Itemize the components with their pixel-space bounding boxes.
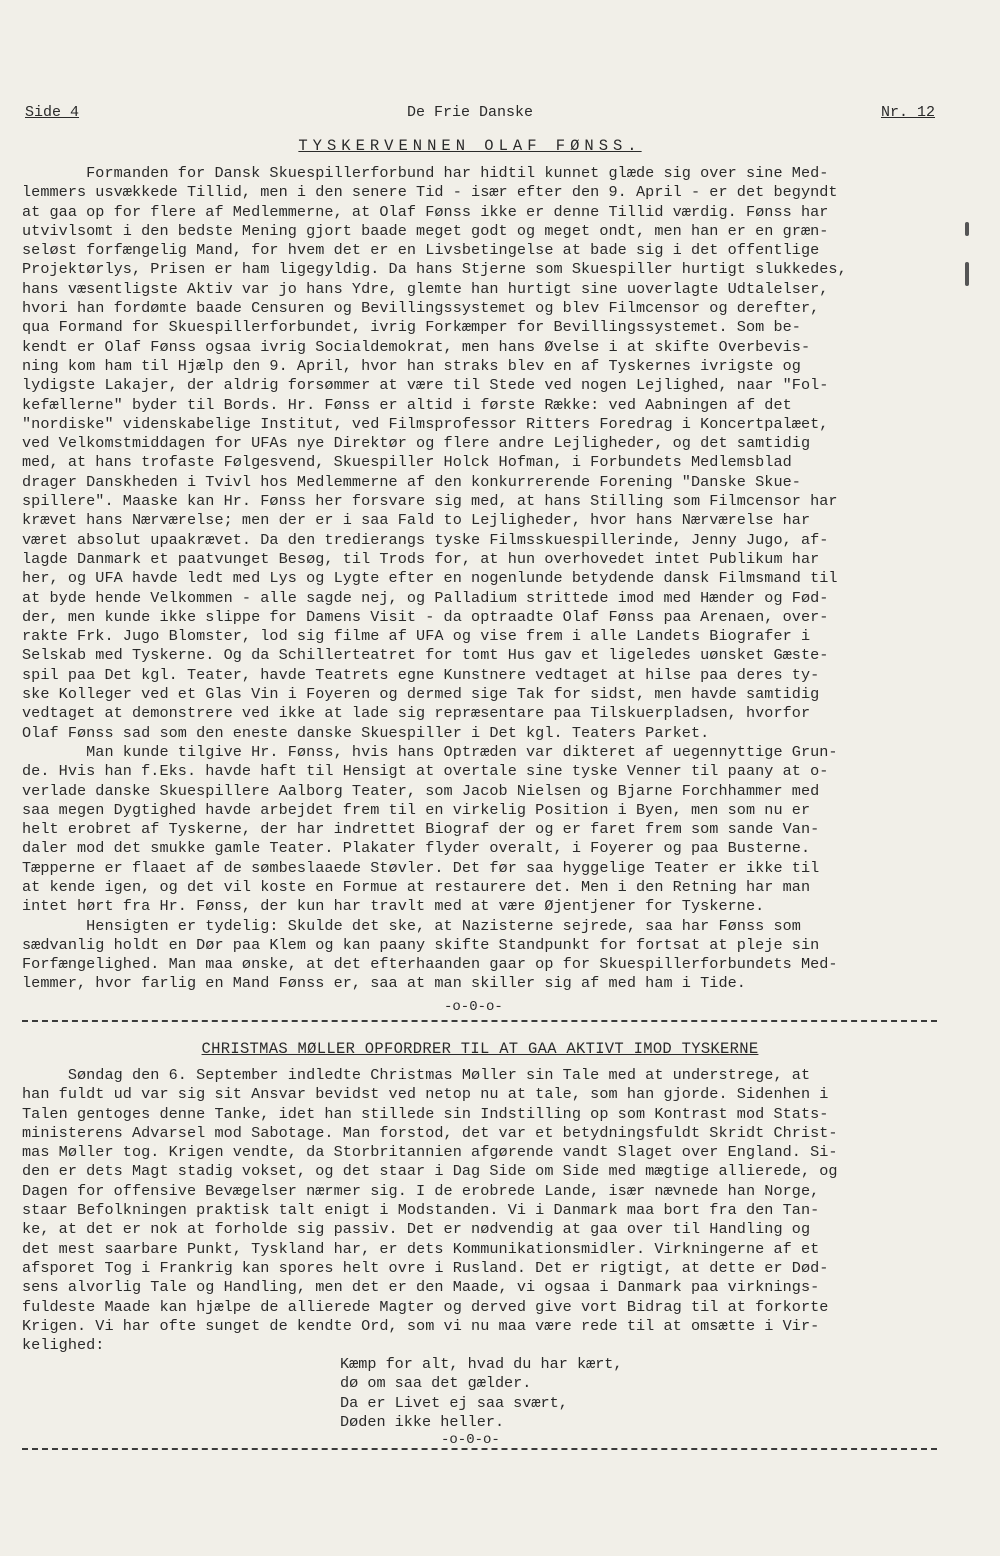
article-2-body: Søndag den 6. September indledte Christmas Møller sin Tale med at understrege, at han fuldt ud var sig sit Ansvar bevidst ved netop nu at tale, som han gjorde. Sidenhen i Talen gentoges denne Tanke, idet han stillede sin Indstilling op som Kontrast mod Stats- ministerens Advarsel mod Sabotage. Man forstod, det var et betydningsfuldt Skridt Christ- mas Møller tog. Krigen vendte, da Storbritannien afgørende vandt Slaget over England. Si- den er dets Magt stadig vokset, og det staar i Dag Side om Side med mægtige allierede, og Dagen for offensive Bevægelser nærmer sig. I de erobrede Lande, især nævnede han Norge, staar Befolkningen praktisk talt enigt i Modstanden. Vi i Danmark maa bort fra den Tan- ke, at det er nok at forholde sig passiv. Det er nødvendig at gaa over til Handling og det mest saarbare Punkt, Tyskland har, er dets Kommunikationsmidler. Virkningerne af et afsporet Tog i Frankrig kan spores helt ovre i Rusland. Det er rigtigt, at dette er Død- sens alvorlig Tale og Handling, men det er den Maade, vi ogsaa i Danmark paa virknings- fuldeste Maade kan hjælpe de allierede Magter og derved give vort Bidrag til at forkorte Krigen. Vi har ofte sunget de kendte Ord, som vi nu maa være rede til at omsætte i Vir- kelighed: (22, 1066, 838, 1355)
page-header (25, 104, 935, 128)
issue-number: Nr. 12 (880, 104, 935, 121)
article-2-poem: Kæmp for alt, hvad du har kært, dø om saa det gælder. Da er Livet ej saa svært, Døden ikke heller. (340, 1355, 623, 1431)
margin-marks (962, 222, 974, 292)
publication-name: De Frie Danske (407, 104, 534, 121)
article-2-title: CHRISTMAS MØLLER OPFORDRER TIL AT GAA AKTIVT IMOD TYSKERNE (201, 1040, 759, 1058)
article-1-end-mark: -o-0-o- (444, 999, 503, 1015)
article-1-title: TYSKERVENNEN OLAF FØNSS. (298, 137, 642, 155)
article-1-body: Formanden for Dansk Skuespillerforbund har hidtil kunnet glæde sig over sine Med- lemmers usvækkede Tillid, men i den senere Tid - især efter den 9. April - er det begyndt at gaa op for flere af Medlemmerne, at Olaf Fønss ikke er denne Tillid værdig. Fønss har utvivlsomt i den bedste Mening gjort baade meget godt og meget ondt, men han er en græn- seløst forfængelig Mand, for hvem det er en Livsbetingelse at bade sig i det offentlige Projektørlys, Prisen er ham ligegyldig. Da hans Stjerne som Skuespiller hurtigt slukkedes, hans væsentligste Aktiv var jo hans Ydre, glemte han hurtigt sine uoverlagte Udtalelser, hvori han fordømte baade Censuren og Bevillingssystemet og blev Filmcensor og derefter, qua Formand for Skuespillerforbundet, ivrig Forkæmper for Bevillingssystemet. Som be- kendt er Olaf Fønss ogsaa ivrig Socialdemokrat, men hans Øvelse i at skifte Overbevis- ning kom ham til Hjælp den 9. April, hvor han straks blev en af Tyskernes ivrigste og lydigste Lakajer, der aldrig forsømmer at være til Stede ved nogen Lejlighed, naar "Fol- kefællerne" byder til Bords. Hr. Fønss er altid i første Række: ved Aabningen af det "nordiske" videnskabelige Institut, ved Filmsprofessor Ritters Foredrag i Koncertpalæet, ved Velkomstmiddagen for UFAs nye Direktør og flere andre Lejligheder, og det samtidig med, at hans trofaste Følgesvend, Skuespiller Holck Hofman, i Forbundets Medlemsblad drager Danskheden i Tvivl hos Medlemmerne af den konkurrerende Forening "Danske Skue- spillere". Maaske kan Hr. Fønss her forsvare sig med, at hans Stilling som Filmcensor har krævet hans Nærværelse; men der er i saa Fald to Lejligheder, hvor hans Nærværelse har været absolut upaakrævet. Da den tredierangs tyske Filmsskuespillerinde, Jenny Jugo, af- lagde Danmark et paatvunget Besøg, til Trods for, at hun overhovedet intet Publikum har her, og UFA havde ledt med Lys og Lygte efter en nogenlunde betydende dansk Filmsmand til at byde hende Velkommen - alle sagde nej, og Palladium strittede imod med Hænder og Fød- der, men kunde ikke slippe for Damens Visit - da optraadte Olaf Fønss paa Arenaen, over- rakte Frk. Jugo Blomster, lod sig filme af UFA og vise frem i alle Landets Biografer i Selskab med Tyskerne. Og da Schillerteatret for tomt Hus gav et ligeledes uønsket Gæste- spil paa Det kgl. Teater, havde Teatrets egne Kunstnere vedtaget at hilse paa deres ty- ske Kolleger ved et Glas Vin i Foyeren og dermed sige Tak for sidst, men havde samtidig vedtaget at demonstrere ved ikke at lade sig repræsentare paa Tilskuerpladsen, hvorfor Olaf Fønss sad som den eneste danske Skuespiller i Det kgl. Teaters Parket. Man kunde tilgive Hr. Fønss, hvis hans Optræden var dikteret af uegennyttige Grun- de. Hvis han f.Eks. havde haft til Hensigt at overtale sine tyske Venner til paany at o- verlade danske Skuespillere Aalborg Teater, som Jacob Nielsen og Bjarne Forchhammer med saa megen Dygtighed havde arbejdet frem til en virkelig Position i Byen, men som nu er helt erobret af Tyskerne, der har indrettet Biograf der og er faret frem som sande Van- daler mod det smukke gamle Teater. Plakater flyder overalt, i Foyerer og paa Busterne. Tæpperne er flaaet af de sømbeslaaede Støvler. Det før saa hyggelige Teater er ikke til at kende igen, og det vil koste en Formue at restaurere det. Men i den Retning har man intet hørt fra Hr. Fønss, der kun har travlt med at være Øjentjener for Tyskerne. Hensigten er tydelig: Skulde det ske, at Nazisterne sejrede, saa har Fønss som sædvanlig holdt en Dør paa Klem og kan paany skifte Standpunkt for fortsat at pleje sin Forfængelighed. Man maa ønske, at det efterhaanden gaar op for Skuespillerforbundets Med- lemmer, hvor farlig en Mand Fønss er, saa at man skiller sig af med ham i Tide. (22, 164, 847, 993)
section-divider (22, 1448, 937, 1452)
article-2-end-mark: -o-0-o- (441, 1432, 500, 1448)
section-divider (22, 1020, 937, 1024)
page-number: Side 4 (25, 104, 80, 121)
